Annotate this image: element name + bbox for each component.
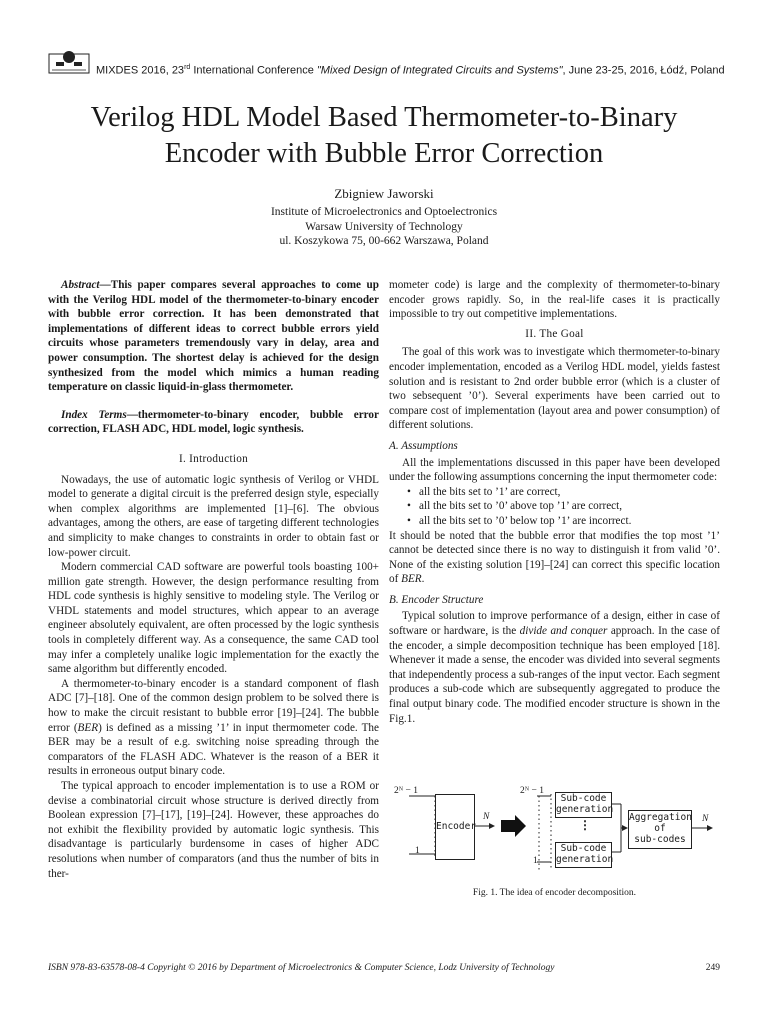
affiliation-line: Institute of Microelectronics and Optoelectronics: [270, 206, 498, 218]
section-heading-goal: II. The Goal: [525, 327, 584, 340]
ellipsis-dots: ⋮: [579, 818, 591, 832]
structure-paragraph: Typical solution to improve performance of a design, either in case of software or hardware, is the divide and conquer approach. In the case of the encoder, a simple decomposition technique has been employed [18]. Whenever it made a sense, the encoder was divided into several segments that independently process a sub-ranges of the input vector. Each segment produces a sub-code which are subsequently aggregated to produce the final output binary code. The modified encoder structure is shown in the Fig.1.: [389, 610, 720, 725]
aggregation-block: Aggregation of sub-codes: [628, 810, 692, 849]
affiliation-line: Warsaw University of Technology: [305, 220, 463, 233]
affiliation-line: ul. Koszykowa 75, 00-662 Warszawa, Poland: [279, 235, 489, 247]
list-item: • all the bits set to ’0’ below top ’1’ are incorrect.: [419, 514, 720, 529]
input-lsb-label-2: 1: [533, 856, 538, 866]
input-msb-label-2: 2ᴺ − 1: [520, 786, 545, 796]
page-number: 249: [705, 963, 720, 973]
mixdes-logo-icon: [48, 48, 90, 74]
output-width-label: N: [483, 812, 490, 822]
abstract: Abstract—This paper compares several approaches to come up with the Verilog HDL model of the thermometer-to-binary encoder with bubble error correction. It has been demonstrated that implementations of different ideas to correct bubble errors yield circuits whose parameters tremendously vary in delay, area and power consumption. The shortest delay is achieved for the design synthesized from the model which mimics a human reading temperature on classic liquid-in-glass thermometer.: [48, 279, 379, 394]
goal-paragraph: The goal of this work was to investigate which thermometer-to-binary encoder implementation, encoded as a Verilog HDL model, yields fastest solution and is resistant to 2nd order bubble error (which is a cluster of two sebsequent ’0’). Several experiments have been carried out to compare cost of implementation (layout area and power consumption) of different solutions.: [389, 346, 720, 432]
subsection-heading-assumptions: A. Assumptions: [389, 439, 458, 452]
input-msb-label: 2ᴺ − 1: [394, 786, 419, 796]
list-item: • all the bits set to ’1’ are correct,: [419, 485, 720, 500]
page-footer: [48, 963, 720, 973]
conference-line: MIXDES 2016, 23rd International Conference "Mixed Design of Integrated Circuits and Systems", June 23-25, 2016, Łódź, Poland: [96, 64, 725, 77]
figure-encoder-decomposition: [389, 784, 720, 876]
title-line-1: Verilog HDL Model Based Thermometer-to-Binary: [90, 102, 678, 133]
subcode-block-top: Sub-code generation: [555, 792, 612, 818]
continued-paragraph: mometer code) is large and the complexity of thermometer-to-binary encoder grows rapidly. So, in the real-life cases it is practically impossible to try out competitive implementations.: [389, 279, 720, 321]
left-column: [48, 278, 379, 881]
figure-caption: Fig. 1. The idea of encoder decomposition.: [472, 888, 637, 898]
assumptions-list: [389, 485, 720, 529]
subcode-block-bottom: Sub-code generation: [555, 842, 612, 868]
page-header: [48, 48, 725, 77]
intro-paragraph-3: A thermometer-to-binary encoder is a standard component of flash ADC [7]–[18]. One of the common design problem to be solved there is how to make the circuit resistant to bubble error [19]–[24]. The bubble error (BER) is defined as a missing ’1’ in input thermometer code. The BER may be a result of e.g. switching noise spreading through the comparators of the FLASH ADC. Whatever is the reason of a BER it results in erroneous output binary code.: [48, 677, 379, 778]
title-line-2: Encoder with Bubble Error Correction: [164, 138, 604, 169]
intro-paragraph-2: Modern commercial CAD software are powerful tools boasting 100+ million gate strength. However, the design performance resulting from HDL code synthesis is highly sensitive to modeling style. The Verilog or VHDL statements and model structures, which appear to an average engineer absolutely equivalent, are often processed by the logic synthesis tools in completely different way. As a consequence, the same CAD tool may infer a completely unalike logic implementation for the exactly the same algorithm but differently encoded.: [48, 561, 379, 676]
encoder-block: Encoder: [435, 794, 475, 860]
affiliation: [0, 205, 768, 249]
bubble-note-paragraph: It should be noted that the bubble error that modifies the top most ’1’ cannot be detected since there is no way to distinguish it from valid ’0’. None of the existing solution [19]–[24] can correct this specific location of BER.: [389, 529, 720, 586]
list-item: • all the bits set to ’0’ above top ’1’ are correct,: [419, 499, 720, 514]
footer-isbn: ISBN 978-83-63578-08-4 Copyright © 2016 by Department of Microelectronics & Computer Science, Lodz University of Technology: [48, 963, 555, 973]
author-name: Zbigniew Jaworski: [334, 186, 434, 201]
assumptions-paragraph: All the implementations discussed in this paper have been developed under the following assumptions concerning the input thermometer code:: [389, 456, 720, 484]
output-width-label-2: N: [702, 814, 709, 824]
paper-title: [0, 100, 768, 172]
subsection-heading-encoder-structure: B. Encoder Structure: [389, 593, 484, 606]
index-terms: Index Terms—thermometer-to-binary encoder, bubble error correction, FLASH ADC, HDL model, logic synthesis.: [48, 408, 379, 436]
intro-paragraph-1: Nowadays, the use of automatic logic synthesis of Verilog or VHDL model to generate a digital circuit is the preferred design style, especially when complex algorithms are implemented [1]–[6]. The obvious advantages, among the others, are ease of targeting different technologies and simplicity to make changes to constraints in order to obtain fast or low-power circuit.: [48, 473, 379, 559]
input-lsb-label: 1: [415, 846, 420, 856]
intro-paragraph-4: The typical approach to encoder implementation is to use a ROM or devise a combinatorial circuit whose structure is derived directly from Boolean expression [7]–[17], [19]–[24]. However, these approaches do not exhibit the flexibility provided by automatic logic synthesis. This disadvantage is particularly burdensome in cases of higher ADC resolutions when number of comparators (and thus the number of bits in ther-: [48, 780, 379, 880]
right-column: [389, 278, 720, 726]
section-heading-introduction: I. Introduction: [178, 452, 249, 465]
